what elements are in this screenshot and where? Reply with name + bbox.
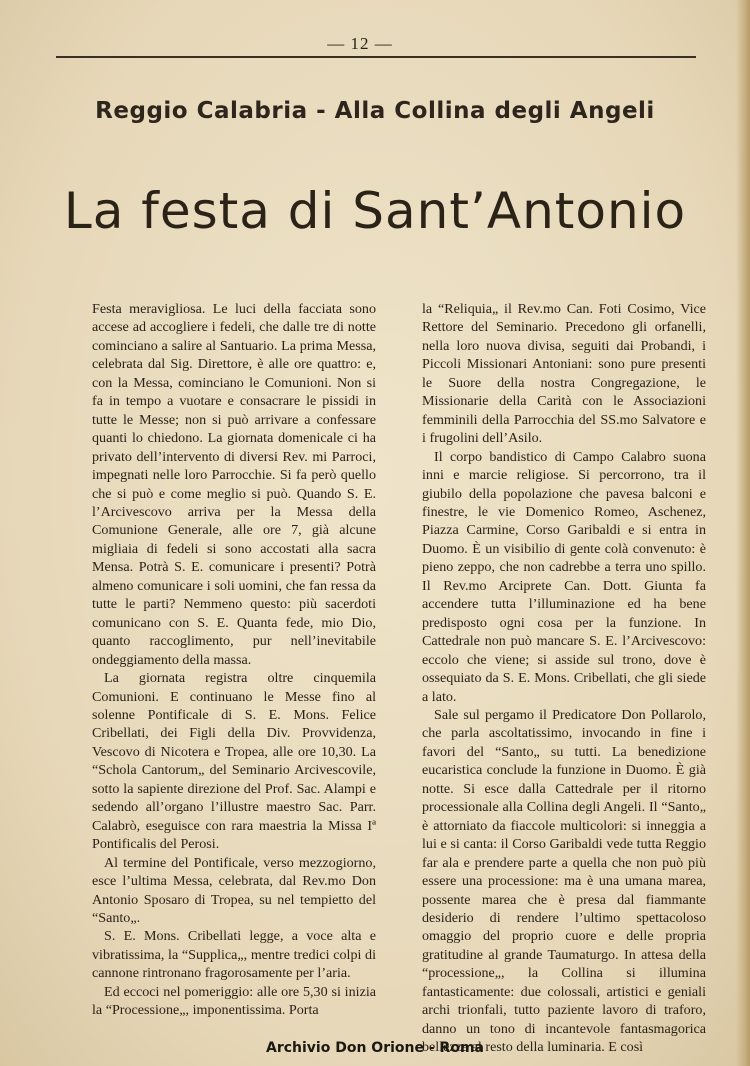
paragraph: Il corpo bandistico di Campo Calabro suona inni e marcie religiose. Si percorrono, tra il giubilo della popolazione che pavesa balconi e finestre, le vie Domenico Romeo, Aschenez, Piazza Carmine, Corso Garibaldi e si entra in Duomo. È un visibilio di gente colà convenuto: è pieno zeppo, che non cadrebbe a terra uno spillo. Il Rev.mo Arciprete Can. Dott. Giunta fa accendere tutta l’illuminazione ed ha bene predisposto ogni cosa per la funzione. In Cattedrale non può mancare S. E. l’Arcivescovo: eccolo che viene; si asside sul trono, dove è ossequiato da S. E. Mons. Cribellati, che gli siede a lato. [422, 448, 706, 705]
article-title: La festa di Sant’Antonio [63, 182, 687, 240]
article-body [92, 300, 706, 1057]
archive-footer: Archivio Don Orione - Roma [266, 1040, 484, 1056]
column-right [422, 300, 706, 1057]
paragraph: Ed eccoci nel pomeriggio: alle ore 5,30 si inizia la “Processione„, imponentissima. Porta [92, 983, 376, 1019]
paragraph: Sale sul pergamo il Predicatore Don Pollarolo, che parla ascoltatissimo, invocando in fine i favori del “Santo„ su tutti. La benedizione eucaristica conclude la funzione in Duomo. È già notte. Si esce dalla Cattedrale per il ritorno processionale alla Collina degli Angeli. Il “Santo„ è attorniato da fiaccole multicolori: si inneggia a lui e si canta: il Corso Garibaldi vede tutta Reggio far ala e prendere parte a quella che non può più essere una processione: ma è una umana marea, possente marea che è presa dal fiammante desiderio di rendere l’ultimo spettacoloso omaggio del proprio cuore e delle propria gratitudine al grande Taumaturgo. In attesa della “processione„, la Collina si illumina fantasticamente: due colossali, artistici e geniali archi trionfali, tutto paziente lavoro di traforo, danno un tono di incantevole fantasmagorica bellezza al resto della luminaria. E così [422, 706, 706, 1056]
column-left [92, 300, 376, 1057]
page-edge-shadow [736, 0, 750, 1066]
page-number: — 12 — [327, 34, 393, 53]
paragraph: la “Reliquia„ il Rev.mo Can. Foti Cosimo, Vice Rettore del Seminario. Precedono gli orfanelli, nella loro nuova divisa, seguiti dai Probandi, i Piccoli Missionari Antoniani: sono pure presenti le Suore della nostra Congregazione, le Missionarie della Carità con le Associazioni femminili della Parrocchia del SS.mo Salvatore e i frugolini dell’Asilo. [422, 301, 706, 447]
paragraph: La giornata registra oltre cinquemila Comunioni. E continuano le Messe fino al solenne Pontificale di S. E. Mons. Felice Cribellati, dei Figli della Div. Provvidenza, Vescovo di Nicotera e Tropea, alle ore 10,30. La “Schola Cantorum„ del Seminario Arcivescovile, sotto la sapiente direzione del Prof. Sac. Alampi e sedendo all’organo l’illustre maestro Sac. Parr. Calabrò, eseguisce con rara maestria la Missa Iª Pontificalis del Perosi. [92, 670, 376, 853]
paragraph: Al termine del Pontificale, verso mezzogiorno, esce l’ultima Messa, celebrata, dal Rev.mo Don Antonio Sposaro di Tropea, su nel tempietto del “Santo„. [92, 854, 376, 926]
header-rule [56, 56, 696, 58]
paragraph: Festa meravigliosa. Le luci della facciata sono accese ad accogliere i fedeli, che dalle tre di notte cominciano a salire al Santuario. La prima Messa, celebrata dal Sig. Direttore, è alle ore quattro: e, con la Messa, cominciano le Comunioni. Non si fa in tempo a vuotare e consacrare le pissidi in tutte le Messe; non si può arrivare a confessare quanti lo chiedono. La giornata domenicale ci ha privato dell’intervento di diversi Rev. mi Parroci, impegnati nelle loro Parrocchie. Si fa però quello che si può e come meglio si può. Quando S. E. l’Arcivescovo arriva per la Messa della Comunione Generale, alle ore 7, già alcune migliaia di fedeli si sono accostati alla sacra Mensa. Potrà S. E. comunicare i presenti? Potrà almeno comunicare i soli uomini, che fan ressa da tutte le parti? Nemmeno questo: più sacerdoti comunicano con S. E. Quanta fede, mio Dio, quanto raccoglimento, pur nell’inevitabile ondeggiamento della massa. [92, 301, 376, 668]
paragraph: S. E. Mons. Cribellati legge, a voce alta e vibratissima, la “Supplica„, mentre tredici colpi di cannone rintronano fragorosamente per l’aria. [92, 928, 376, 982]
article-kicker: Reggio Calabria - Alla Collina degli Angeli [95, 98, 655, 124]
